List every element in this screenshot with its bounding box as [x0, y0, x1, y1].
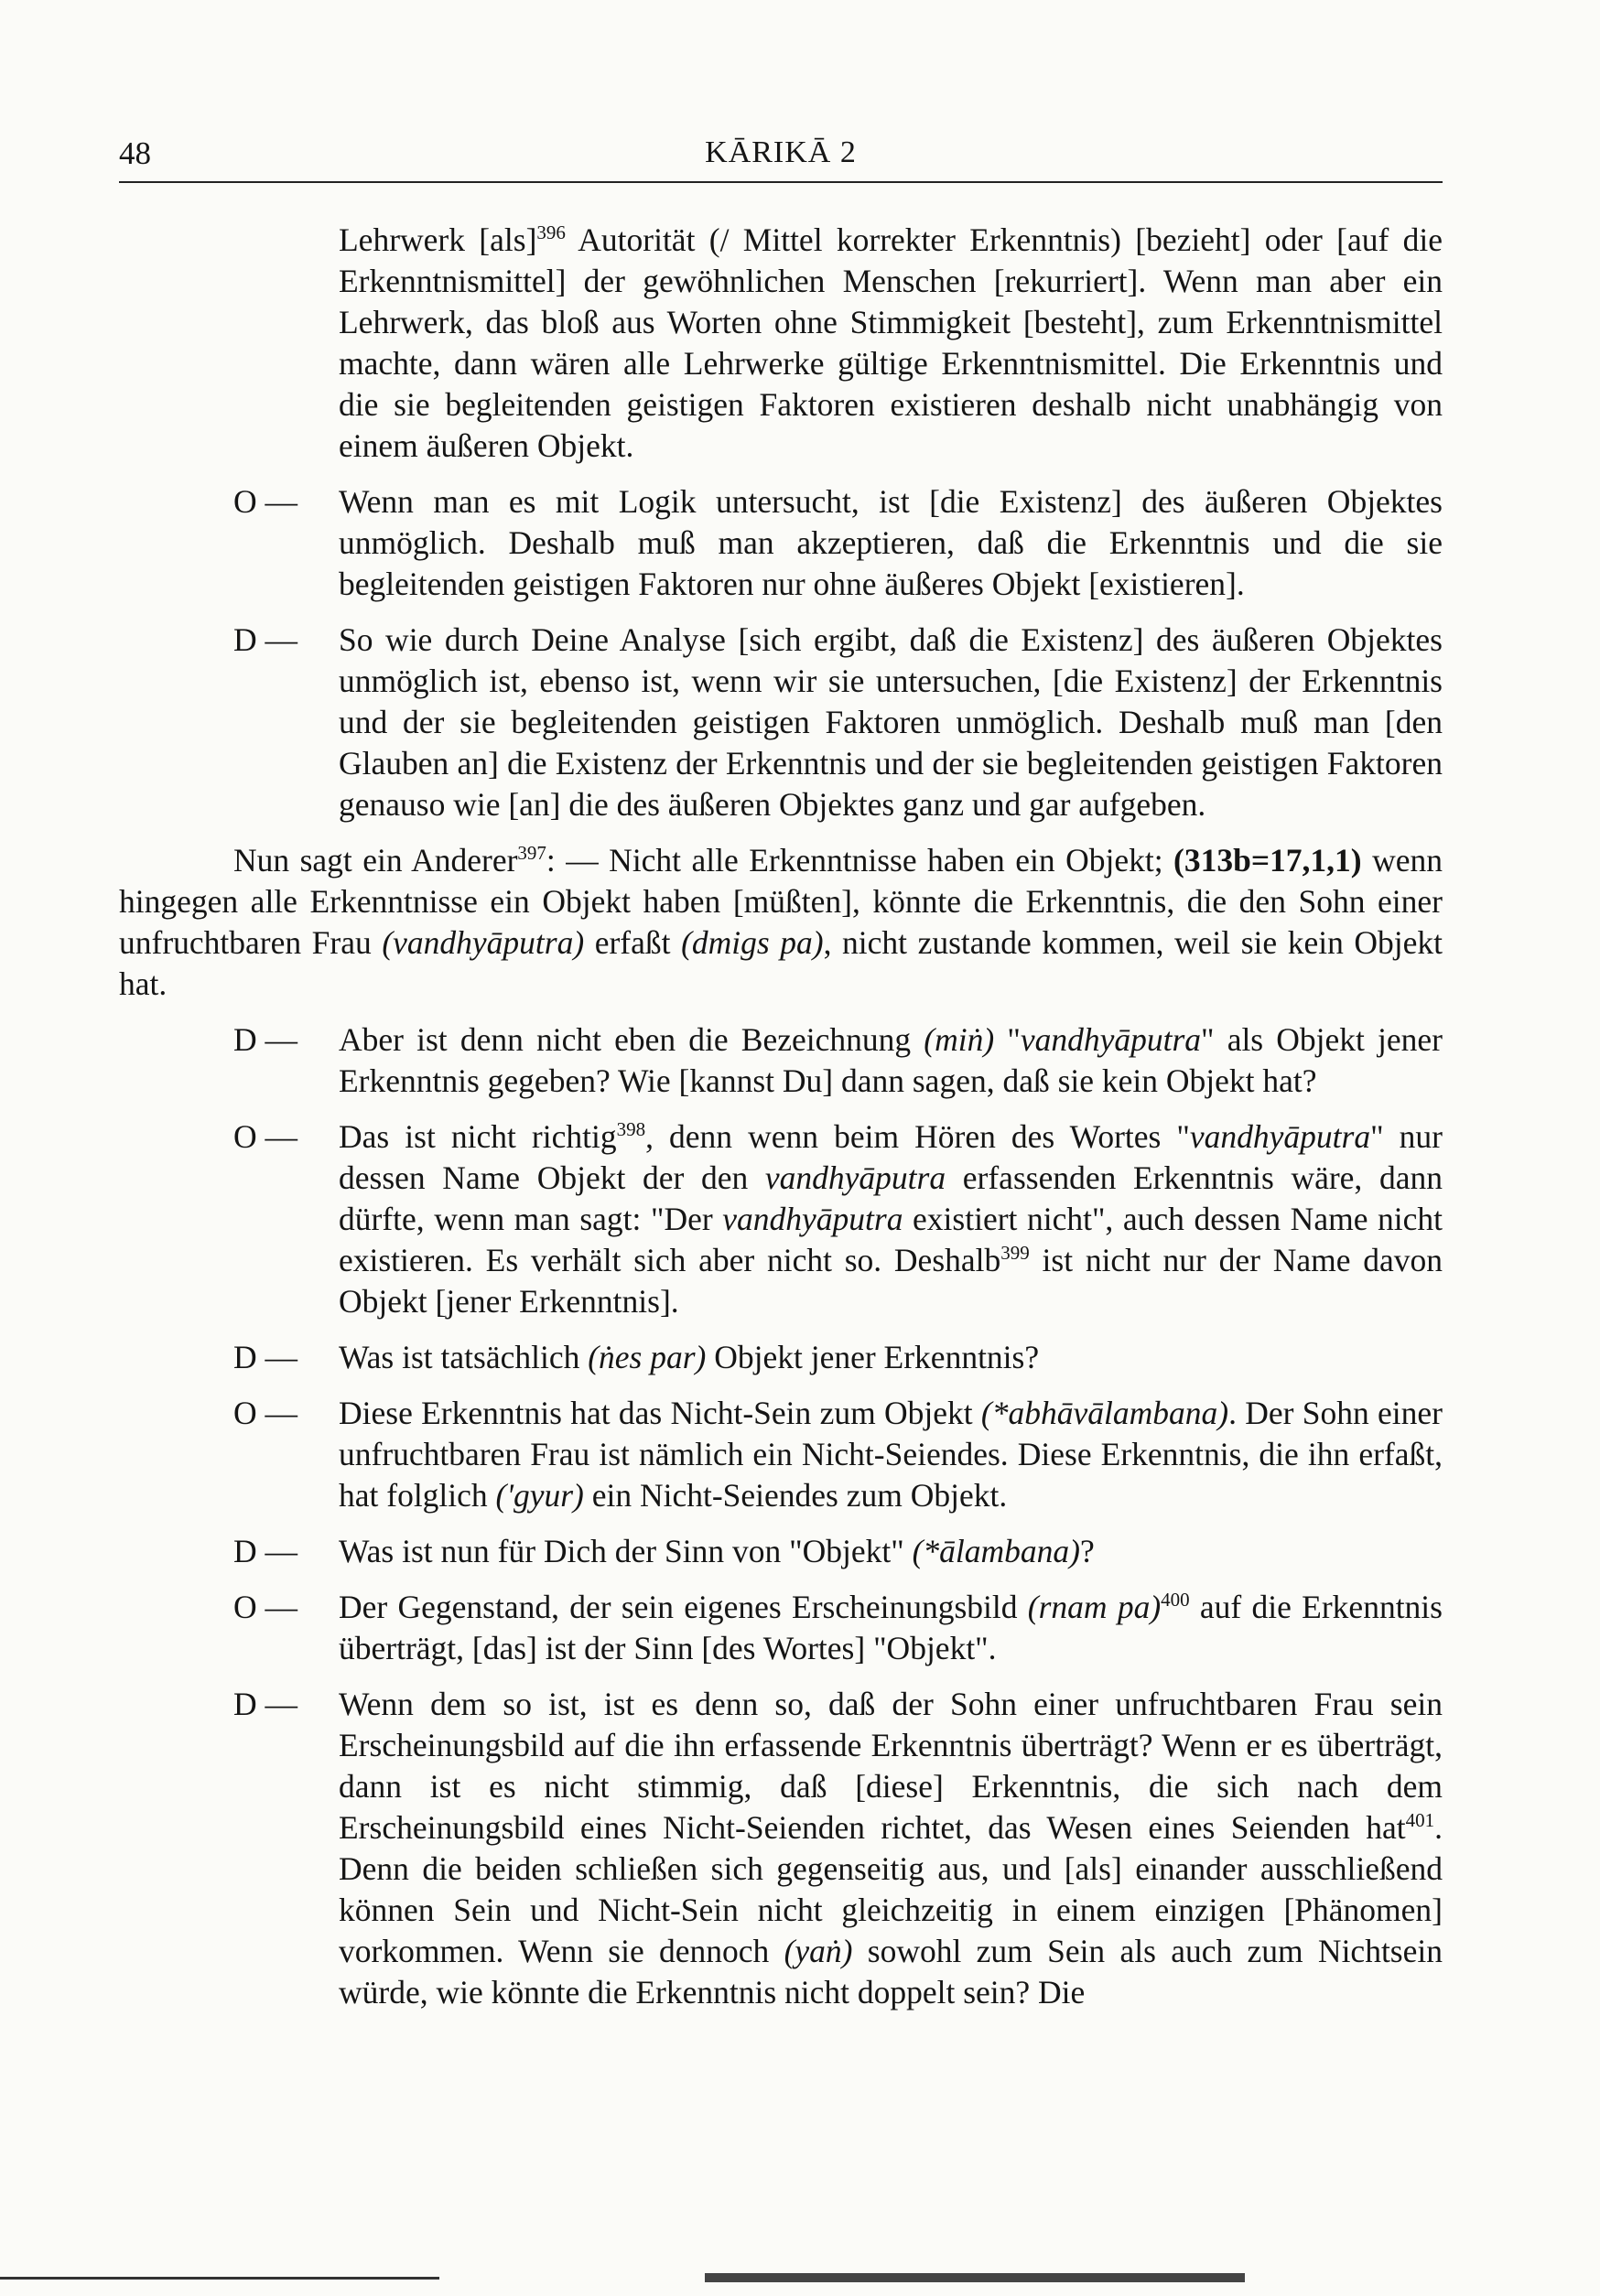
text-run: wenn hingegen alle Erkenntnisse ein Objekt haben [müßten], könnte die Erkenntnis, die den Sohn einer unfruchtbaren Frau: [119, 842, 1443, 961]
speaker-label: O —: [233, 1589, 298, 1625]
text-run: ": [994, 1021, 1021, 1058]
text-run: erfaßt: [584, 924, 682, 961]
speaker-label: D —: [233, 1021, 298, 1058]
speaker-label: D —: [233, 621, 298, 658]
italic-term: vandhyāputra: [764, 1159, 946, 1196]
header-rule: [119, 181, 1443, 183]
footnote-ref: 401: [1405, 1809, 1435, 1832]
text-run: Diese Erkenntnis hat das Nicht-Sein zum Objekt: [339, 1395, 981, 1431]
text-run: Lehrwerk [als]: [339, 221, 537, 258]
text-run: Das ist nicht richtig: [339, 1118, 617, 1155]
text-run: . Denn die beiden schließen sich gegenseitig aus, und [als] einander ausschließend können Sein und Nicht-Sein nicht gleichzeitig in einem einzigen [Phänomen] vorkommen. Wenn sie dennoch: [339, 1809, 1443, 1969]
speaker-label: O —: [233, 1118, 298, 1155]
entry-text: [339, 481, 1443, 605]
speaker-label: D —: [233, 1533, 298, 1569]
text-run: auf die Erkenntnis überträgt, [das] ist der Sinn [des Wortes] "Objekt".: [339, 1589, 1443, 1666]
dialogue-entry: [119, 1337, 1443, 1378]
footnote-ref: 400: [1161, 1589, 1190, 1612]
text-run: Nun sagt ein Anderer: [233, 842, 518, 879]
page-number: 48: [119, 135, 151, 171]
text-run: Autorität (/ Mittel korrekter Erkenntnis) [bezieht] oder [auf die Erkenntnismittel] der gewöhnlichen Menschen [rekurriert]. Wenn man aber ein Lehrwerk, das bloß aus Worten ohne Stimmigkeit [besteht], zum Erkenntnismittel machte, dann wären alle Lehrwerke gültige Erkenntnismittel. Die Erkenntnis und die sie begleitenden geistigen Faktoren existieren deshalb nicht unabhängig von einem äußeren Objekt.: [339, 221, 1443, 464]
text-run: Was ist tatsächlich: [339, 1339, 589, 1375]
text-run: Was ist nun für Dich der Sinn von "Objekt": [339, 1533, 913, 1569]
italic-term: (rnam pa): [1027, 1589, 1162, 1625]
italic-term: (*ālambana): [912, 1533, 1080, 1569]
italic-term: ('gyur): [495, 1477, 584, 1514]
entry-text: [339, 220, 1443, 467]
text-run: existiert nicht", auch dessen Name nicht existieren. Es verhält sich aber nicht so. Deshalb: [339, 1201, 1443, 1278]
dialogue-entry: [119, 620, 1443, 825]
dialogue-entry: [119, 1116, 1443, 1322]
italic-term: (*abhāvālambana): [980, 1395, 1229, 1431]
scan-line-right: [705, 2273, 1245, 2282]
text-run: . Der Sohn einer unfruchtbaren Frau ist nämlich ein Nicht-Seiendes. Diese Erkenntnis, die ihn erfaßt, hat folglich: [339, 1395, 1443, 1514]
scan-line-left: [0, 2277, 439, 2280]
text-run: " als Objekt jener Erkenntnis gegeben? Wie [kannst Du] dann sagen, daß sie kein Objekt hat?: [339, 1021, 1443, 1099]
text-run: Der Gegenstand, der sein eigenes Erscheinungsbild: [339, 1589, 1028, 1625]
dialogue-entry: [119, 1684, 1443, 2013]
text-body: [119, 220, 1443, 2028]
text-run: , nicht zustande kommen, weil sie kein Objekt hat.: [119, 924, 1443, 1002]
italic-term: (ṅes par): [588, 1339, 707, 1375]
entry-text: [339, 1587, 1443, 1669]
paragraph: [119, 840, 1443, 1005]
italic-term: vandhyāputra: [1189, 1118, 1371, 1155]
entry-text: [339, 1019, 1443, 1102]
text-run: , denn wenn beim Hören des Wortes ": [645, 1118, 1190, 1155]
italic-term: (dmigs pa): [681, 924, 824, 961]
page-header: [119, 135, 1443, 176]
folio-reference: (313b=17,1,1): [1173, 842, 1362, 879]
text-run: ?: [1080, 1533, 1095, 1569]
dialogue-entry: [119, 481, 1443, 605]
italic-term: vandhyāputra: [722, 1201, 903, 1237]
dialogue-entry: [119, 1019, 1443, 1102]
text-run: Aber ist denn nicht eben die Bezeichnung: [339, 1021, 924, 1058]
footnote-ref: 399: [1000, 1242, 1030, 1265]
text-run: sowohl zum Sein als auch zum Nichtsein würde, wie könnte die Erkenntnis nicht doppelt sein? Die: [339, 1933, 1443, 2010]
italic-term: (yaṅ): [784, 1933, 853, 1969]
italic-term: vandhyāputra: [1020, 1021, 1202, 1058]
text-run: erfassenden Erkenntnis wäre, dann dürfte, wenn man sagt: "Der: [339, 1159, 1443, 1237]
text-run: Wenn dem so ist, ist es denn so, daß der Sohn einer unfruchtbaren Frau sein Erscheinungsbild auf die ihn erfassende Erkenntnis überträgt? Wenn er es überträgt, dann ist es nicht stimmig, daß [diese] Erkenntnis, die sich nach dem Erscheinungsbild eines Nicht-Seienden richtet, das Wesen eines Seienden hat: [339, 1686, 1443, 1846]
speaker-label: D —: [233, 1686, 298, 1722]
italic-term: (vandhyāputra): [382, 924, 585, 961]
entry-text: [339, 1393, 1443, 1516]
text-run: Objekt jener Erkenntnis?: [706, 1339, 1040, 1375]
text-run: So wie durch Deine Analyse [sich ergibt, daß die Existenz] des äußeren Objektes unmöglich ist, ebenso ist, wenn wir sie untersuchen, [die Existenz] der Erkenntnis und der sie begleitenden geistigen Faktoren unmöglich. Deshalb muß man [den Glauben an] die Existenz der Erkenntnis und der sie begleitenden geistigen Faktoren genauso wie [an] die des äußeren Objektes ganz und gar aufgeben.: [339, 621, 1443, 823]
text-run: " nur dessen Name Objekt der den: [339, 1118, 1443, 1196]
text-run: ein Nicht-Seiendes zum Objekt.: [583, 1477, 1008, 1514]
italic-term: (miṅ): [924, 1021, 995, 1058]
entry-text: [339, 1684, 1443, 2013]
footnote-ref: 398: [616, 1118, 646, 1141]
text-run: Wenn man es mit Logik untersucht, ist [die Existenz] des äußeren Objektes unmöglich. Deshalb muß man akzeptieren, daß die Erkenntnis und die sie begleitenden geistigen Faktoren nur ohne äußeres Objekt [existieren].: [339, 483, 1443, 602]
footnote-ref: 397: [517, 842, 546, 865]
speaker-label: [119, 220, 339, 467]
continued-paragraph: [119, 220, 1443, 467]
footnote-ref: 396: [536, 221, 566, 244]
dialogue-entry: [119, 1587, 1443, 1669]
dialogue-entry: [119, 1393, 1443, 1516]
text-run: : — Nicht alle Erkenntnisse haben ein Objekt;: [546, 842, 1174, 879]
dialogue-entry: [119, 1531, 1443, 1572]
entry-text: [339, 1337, 1443, 1378]
text-run: ist nicht nur der Name davon Objekt [jener Erkenntnis].: [339, 1242, 1443, 1320]
entry-text: [339, 1531, 1443, 1572]
entry-text: [339, 620, 1443, 825]
entry-text: [339, 1116, 1443, 1322]
scan-artifact-bar: [0, 2273, 1600, 2284]
speaker-label: O —: [233, 1395, 298, 1431]
speaker-label: D —: [233, 1339, 298, 1375]
running-title: KĀRIKĀ 2: [705, 135, 857, 169]
speaker-label: O —: [233, 483, 298, 520]
